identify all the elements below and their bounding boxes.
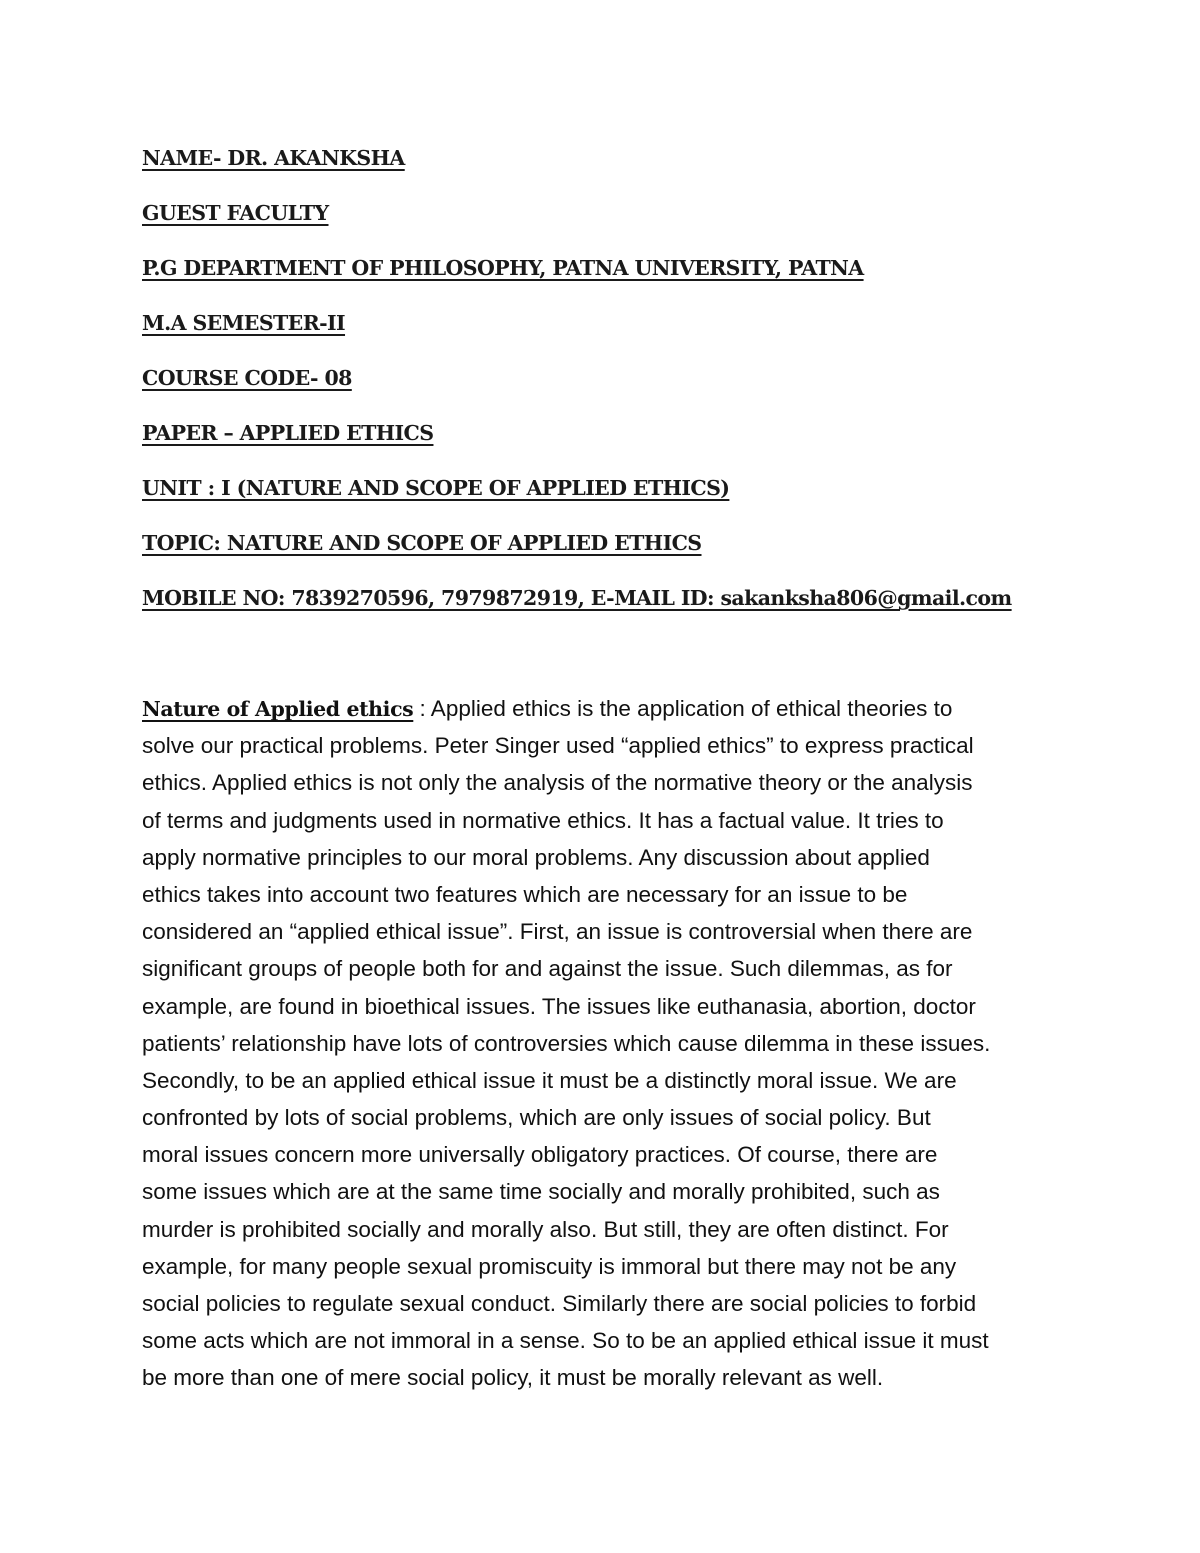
first-line-text: : Applied ethics is the application of ethical theories to [413,696,953,721]
paragraph-line: considered an “applied ethical issue”. First, an issue is controversial when there are [142,919,973,945]
section-heading: Nature of Applied ethics [142,697,414,721]
paragraph-line: ethics. Applied ethics is not only the analysis of the normative theory or the analysis [142,770,973,796]
department: P.G DEPARTMENT OF PHILOSOPHY, PATNA UNIVERSITY, PATNA [142,256,864,280]
document-header [142,140,1102,635]
contact-info: MOBILE NO: 7839270596, 7979872919, E-MAIL ID: sakanksha806@gmail.com [142,586,1012,610]
author-name: NAME- DR. AKANKSHA [142,146,405,170]
paragraph-line: patients’ relationship have lots of controversies which cause dilemma in these issues. [142,1030,991,1056]
paragraph-line: confronted by lots of social problems, which are only issues of social policy. But [142,1105,931,1131]
paragraph-line: significant groups of people both for and against the issue. Such dilemmas, as for [142,956,953,982]
paragraph-first-line [142,690,1072,727]
course-code: COURSE CODE- 08 [142,366,352,390]
paragraph-line: example, for many people sexual promiscuity is immoral but there may not be any [142,1253,957,1279]
paper-title: PAPER – APPLIED ETHICS [142,421,434,445]
paragraph-line: apply normative principles to our moral problems. Any discussion about applied [142,844,930,870]
paragraph-line: of terms and judgments used in normative ethics. It has a factual value. It tries to [142,807,944,833]
author-role: GUEST FACULTY [142,201,329,225]
unit-title: UNIT : I (NATURE AND SCOPE OF APPLIED ETHICS) [142,476,730,500]
paragraph-line: be more than one of mere social policy, it must be morally relevant as well. [142,1365,884,1391]
paragraph-line: ethics takes into account two features which are necessary for an issue to be [142,881,908,907]
paragraph-line: solve our practical problems. Peter Singer used “applied ethics” to express practical [142,733,974,759]
semester: M.A SEMESTER-II [142,311,346,335]
paragraph-line: moral issues concern more universally obligatory practices. Of course, there are [142,1142,938,1168]
paragraph-line: social policies to regulate sexual conduct. Similarly there are social policies to forbid [142,1291,977,1316]
paragraph-line: Secondly, to be an applied ethical issue it must be a distinctly moral issue. We are [142,1067,957,1093]
paragraph-line: murder is prohibited socially and morally also. But still, they are often distinct. For [142,1216,949,1242]
paragraph-line: some issues which are at the same time socially and morally prohibited, such as [142,1179,940,1205]
paragraph-line: example, are found in bioethical issues. The issues like euthanasia, abortion, doctor [142,993,976,1019]
paragraph-line: some acts which are not immoral in a sense. So to be an applied ethical issue it must [142,1328,989,1354]
body-paragraph [142,690,1072,1397]
topic-title: TOPIC: NATURE AND SCOPE OF APPLIED ETHICS [142,531,702,555]
